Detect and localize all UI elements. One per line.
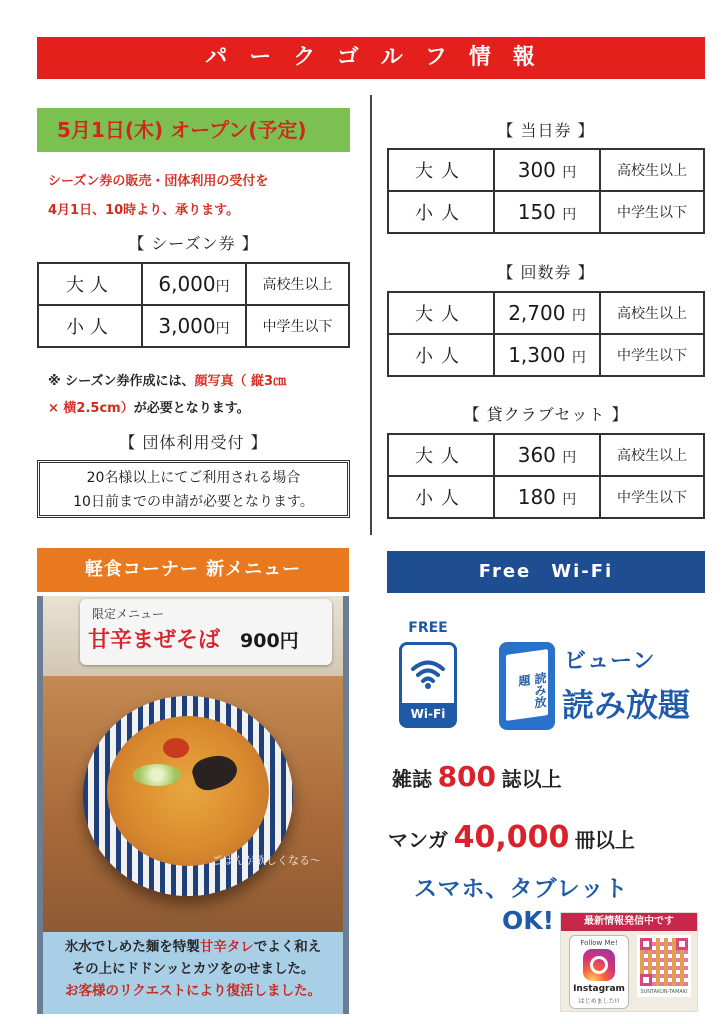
group-use-line2: 10日前までの申請が必要となります。 [73,494,314,510]
chili-topping [163,738,189,758]
qr-corner [676,938,688,950]
row-label-child: 小人 [38,305,142,347]
club-rental-table [387,433,705,519]
row-label-child: 小人 [388,476,494,518]
qr-corner [640,974,652,986]
yen-unit: 円 [562,165,577,181]
price-amount: 6,000 [158,272,216,296]
manga-count [388,820,635,855]
yen-unit: 円 [562,450,577,466]
menu-item-price: 900円 [240,630,299,652]
coupon-ticket-title: 【 回数券 】 [497,263,595,282]
sales-notice-line2: 4月1日、10時より、承ります。 [48,203,240,218]
price-amount: 2,700 [508,301,566,325]
coupon-child-price [494,334,600,376]
row-label-adult: 大人 [388,434,494,476]
instagram-name: Instagram [573,984,625,994]
season-child-price [142,305,246,347]
photo-caption: ごはんが欲しくなる～ [211,854,321,867]
table-row [38,305,349,347]
yen-unit: 円 [562,207,577,223]
price-amount: 300 [517,158,556,182]
table-row [388,334,704,376]
yen-unit: 円 [571,308,586,324]
club-child-price [494,476,600,518]
yen-unit: 円 [215,279,230,295]
desc-line1 [47,936,339,958]
book-page [506,649,548,721]
instagram-phone [569,935,629,1009]
stat-suffix: 誌以上 [501,767,562,791]
note-highlight: × 横2.5cm） [48,401,134,416]
note-highlight: 顔写真（ 縦3㎝ [194,374,287,389]
instagram-icon [583,949,615,981]
stat-number: 40,000 [453,820,570,855]
menu-item-name: 甘辛まぜそば [88,628,221,653]
qr-code[interactable] [637,935,691,997]
photo-requirement-line2 [48,397,250,416]
unlimited-reading-label: 読み放題 [562,686,691,724]
wifi-label: Wi-Fi [402,703,454,725]
price-amount: 1,300 [508,343,566,367]
device-ok-label: OK! [502,906,555,935]
photo-frame [43,596,343,1014]
menu-card [80,599,332,665]
yen-unit: 円 [571,350,586,366]
stat-label: 雑誌 [392,767,432,791]
photo-requirement-line1 [48,370,286,389]
day-adult-price [494,149,600,191]
desc-text: 氷水でしめた麺を特製 [64,939,200,955]
instagram-sub: はじめました!! [578,998,620,1005]
table-row [388,292,704,334]
table-row [388,149,704,191]
qr-url: SUNTAKUN-TAMAKI [640,989,688,995]
free-wifi-badge [397,620,459,732]
free-wifi-banner: Free Wi-Fi [387,551,705,593]
table-row [388,434,704,476]
row-category: 高校生以上 [600,434,704,476]
table-row [388,191,704,233]
day-child-price [494,191,600,233]
wifi-box [399,642,457,728]
desc-text: でよく和え [253,939,322,955]
qr-corner [640,938,652,950]
limited-menu-tag: 限定メニュー [92,607,165,621]
row-label-adult: 大人 [38,263,142,305]
snack-corner-banner: 軽食コーナー 新メニュー [37,548,349,592]
scallion-topping [133,764,181,786]
day-ticket-title: 【 当日券 】 [497,121,595,140]
desc-line2: その上にドドンッとカツをのせました。 [71,961,315,977]
club-adult-price [494,434,600,476]
group-use-line1: 20名様以上にてご利用される場合 [86,470,301,486]
stat-label: マンガ [388,828,448,852]
magazine-count [392,760,562,793]
page-title: パークゴルフ情報 [37,37,705,79]
stat-suffix: 冊以上 [574,828,635,852]
free-label: FREE [408,620,448,636]
menu-photo [37,596,349,1014]
stat-number: 800 [437,760,497,793]
group-use-title: 【 団体利用受付 】 [119,433,268,452]
follow-label: Follow Me! [580,939,618,947]
coupon-adult-price [494,292,600,334]
season-pass-title: 【 シーズン券 】 [128,234,259,253]
book-icon [499,642,555,730]
device-support-label: スマホ、タブレット [414,876,629,902]
coupon-ticket-table [387,291,705,377]
opening-date-banner: 5月1日(木) オープン(予定) [37,108,350,152]
row-category: 中学生以下 [600,334,704,376]
group-use-box [37,460,350,518]
row-label-adult: 大人 [388,292,494,334]
yen-unit: 円 [562,492,577,508]
table-row [388,476,704,518]
row-category: 高校生以上 [246,263,349,305]
row-category: 中学生以下 [600,191,704,233]
note-text: が必要となります。 [133,401,250,416]
viewn-logo: ビューン [564,649,656,674]
row-category: 高校生以上 [600,149,704,191]
row-label-adult: 大人 [388,149,494,191]
note-text: ※ シーズン券作成には、 [48,374,195,389]
row-label-child: 小人 [388,191,494,233]
noodles-image [107,716,269,866]
yen-unit: 円 [215,321,230,337]
book-label: 読み放題 [517,671,547,710]
wifi-icon [410,655,446,691]
column-divider [370,95,372,535]
club-rental-title: 【 貸クラブセット 】 [463,405,629,424]
instagram-header: 最新情報発信中です [561,913,697,931]
price-amount: 360 [517,443,556,467]
sales-notice-line1: シーズン券の販売・団体利用の受付を [48,174,269,189]
desc-line3: お客様のリクエストにより復活しました。 [65,983,321,999]
row-label-child: 小人 [388,334,494,376]
menu-description [47,936,339,1002]
row-category: 高校生以上 [600,292,704,334]
desc-highlight: 甘辛タレ [199,939,254,955]
instagram-ring [590,956,608,974]
day-ticket-table [387,148,705,234]
price-amount: 3,000 [158,314,216,338]
season-pass-table [37,262,350,348]
season-adult-price [142,263,246,305]
price-amount: 150 [517,200,556,224]
price-amount: 180 [517,485,556,509]
instagram-card [560,912,698,1012]
row-category: 中学生以下 [600,476,704,518]
table-row [38,263,349,305]
row-category: 中学生以下 [246,305,349,347]
